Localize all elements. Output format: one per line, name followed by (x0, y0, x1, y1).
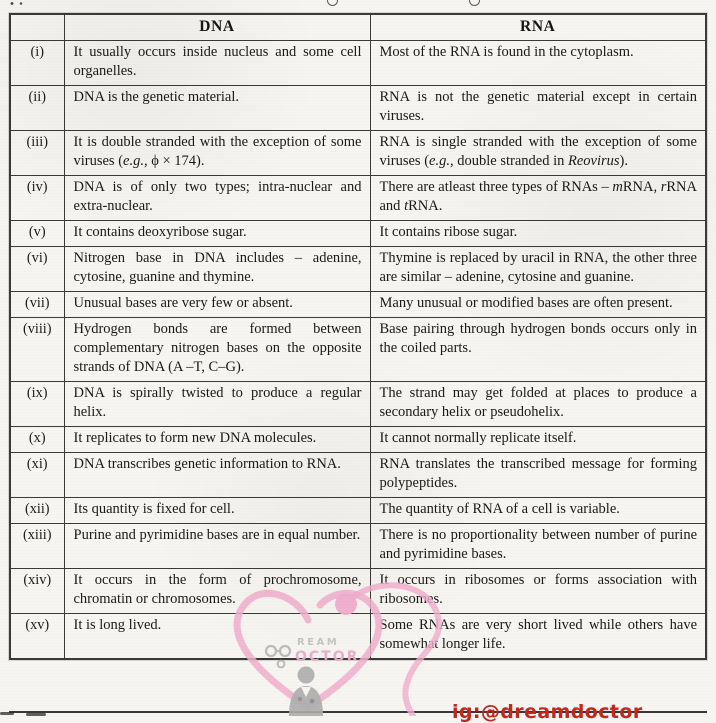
dna-rna-comparison-table (9, 13, 707, 660)
rna-cell: It cannot normally replicate itself. (370, 427, 706, 453)
rna-cell: RNA is not the genetic material except in certain viruses. (370, 86, 706, 131)
dna-cell: It is double stranded with the exception of some viruses (e.g., ϕ × 174). (64, 131, 370, 176)
table-row (10, 382, 706, 427)
rna-cell: Base pairing through hydrogen bonds occurs only in the coiled parts. (370, 318, 706, 382)
table-row (10, 292, 706, 318)
header-dna: DNA (64, 14, 370, 41)
table-row (10, 524, 706, 569)
row-number: (v) (10, 221, 64, 247)
table-row (10, 569, 706, 614)
table-row (10, 86, 706, 131)
row-number: (viii) (10, 318, 64, 382)
row-number: (i) (10, 41, 64, 86)
table-row (10, 41, 706, 86)
rna-cell: There are atleast three types of RNAs – mRNA, rRNA and tRNA. (370, 176, 706, 221)
dna-cell: DNA transcribes genetic information to RNA. (64, 453, 370, 498)
dna-cell: Unusual bases are very few or absent. (64, 292, 370, 318)
dna-cell: It usually occurs inside nucleus and some cell organelles. (64, 41, 370, 86)
row-number: (xiii) (10, 524, 64, 569)
rna-cell: The strand may get folded at places to produce a secondary helix or pseudohelix. (370, 382, 706, 427)
row-number: (xi) (10, 453, 64, 498)
dna-cell: Its quantity is fixed for cell. (64, 498, 370, 524)
table-row (10, 176, 706, 221)
table-row (10, 614, 706, 660)
row-number: (iv) (10, 176, 64, 221)
table-header-row (10, 14, 706, 41)
row-number: (xv) (10, 614, 64, 660)
scan-artifact-cropped-letter (469, 0, 480, 6)
table-row (10, 453, 706, 498)
row-number: (vi) (10, 247, 64, 292)
row-number: (x) (10, 427, 64, 453)
dna-cell: Nitrogen base in DNA includes – adenine, cytosine, guanine and thymine. (64, 247, 370, 292)
scan-artifact-top-left-dots (9, 2, 25, 5)
rna-cell: RNA translates the transcribed message for forming polypeptides. (370, 453, 706, 498)
dna-cell: Purine and pyrimidine bases are in equal number. (64, 524, 370, 569)
dna-cell: DNA is spirally twisted to produce a regular helix. (64, 382, 370, 427)
rna-cell: Most of the RNA is found in the cytoplasm. (370, 41, 706, 86)
dna-cell: It is long lived. (64, 614, 370, 660)
row-number: (xiv) (10, 569, 64, 614)
row-number: (ii) (10, 86, 64, 131)
table-row (10, 221, 706, 247)
dna-cell: DNA is the genetic material. (64, 86, 370, 131)
row-number: (iii) (10, 131, 64, 176)
rna-cell: There is no proportionality between number of purine and pyrimidine bases. (370, 524, 706, 569)
dna-cell: It contains deoxyribose sugar. (64, 221, 370, 247)
rna-cell: Some RNAs are very short lived while others have somewhat longer life. (370, 614, 706, 660)
rna-cell: RNA is single stranded with the exception of some viruses (e.g., double stranded in Reovirus). (370, 131, 706, 176)
rna-cell: Thymine is replaced by uracil in RNA, the other three are similar – adenine, cytosine and guanine. (370, 247, 706, 292)
instagram-handle: ig:@dreamdoctor (452, 701, 643, 723)
scan-artifact-cropped-letter (327, 0, 338, 6)
watermark-text-dream: REAM (297, 637, 340, 648)
header-rna: RNA (370, 14, 706, 41)
table-row (10, 131, 706, 176)
row-number: (vii) (10, 292, 64, 318)
comparison-table-container (9, 13, 707, 660)
table-row (10, 427, 706, 453)
table-body (10, 41, 706, 660)
rna-cell: Many unusual or modified bases are often present. (370, 292, 706, 318)
watermark-text-doctor: OCTOR (295, 649, 360, 665)
row-number: (ix) (10, 382, 64, 427)
dna-cell: It replicates to form new DNA molecules. (64, 427, 370, 453)
table-row (10, 318, 706, 382)
rna-cell: It occurs in ribosomes or forms association with ribosomes. (370, 569, 706, 614)
doctor-avatar-icon (289, 667, 323, 717)
rna-cell: It contains ribose sugar. (370, 221, 706, 247)
dna-cell: It occurs in the form of prochromosome, chromatin or chromosomes. (64, 569, 370, 614)
table-row (10, 498, 706, 524)
rna-cell: The quantity of RNA of a cell is variable. (370, 498, 706, 524)
dna-cell: DNA is of only two types; intra-nuclear and extra-nuclear. (64, 176, 370, 221)
table-row (10, 247, 706, 292)
dna-cell: Hydrogen bonds are formed between complementary nitrogen bases on the opposite strands of DNA (A –T, C–G). (64, 318, 370, 382)
row-number: (xii) (10, 498, 64, 524)
header-empty-cell (10, 14, 64, 41)
